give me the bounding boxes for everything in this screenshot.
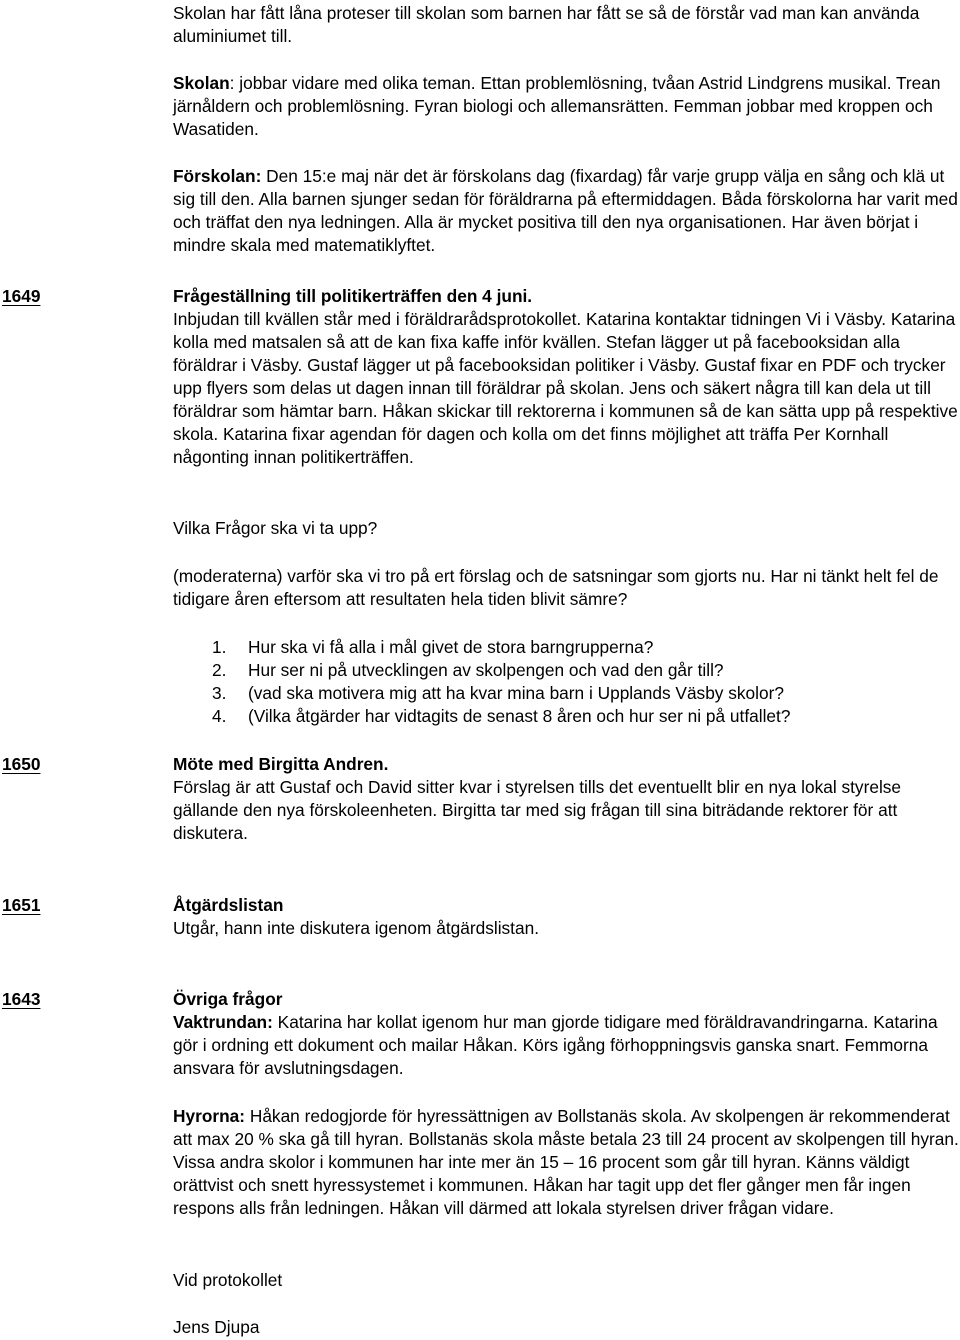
skolan-paragraph [173, 72, 953, 141]
item-number: 1649 [2, 286, 41, 306]
hyrorna-block [173, 1105, 959, 1220]
vaktrundan-paragraph [173, 1011, 943, 1080]
forskolan-text: Den 15:e maj när det är förskolans dag (fixardag) får varje grupp välja en sång och klä ut sig till den. Alla barnen sjunger sedan för föräldrarna på eftermiddagen. Båda förskolorna har varit med och träffat den nya ledningen. Alla är mycket positiva till den nya organisationen. Har även börjat i mindre skala med matematiklyftet. [173, 166, 958, 255]
item-title: Möte med Birgitta Andren. [173, 754, 389, 774]
list-item [173, 682, 960, 705]
list-item-text: Hur ska vi få alla i mål givet de stora barngrupperna? [248, 637, 654, 657]
signature-label: Vid protokollet [173, 1270, 283, 1290]
signature-name-block [173, 1316, 960, 1339]
list-item-number: 4. [212, 706, 227, 726]
item-body: Utgår, hann inte diskutera igenom åtgärdslistan. [173, 918, 540, 938]
question-heading: Vilka Frågor ska vi ta upp? [173, 518, 378, 538]
list-item [173, 659, 960, 682]
hyrorna-paragraph [173, 1105, 959, 1220]
question-list [173, 636, 960, 728]
signature-name: Jens Djupa [173, 1317, 260, 1337]
forskolan-label: Förskolan: [173, 166, 262, 186]
question-heading-block [173, 517, 960, 540]
item-number: 1643 [2, 989, 41, 1009]
list-item-number: 2. [212, 660, 227, 680]
skolan-label: Skolan [173, 73, 230, 93]
moderaterna-block [173, 565, 941, 611]
item-body: Förslag är att Gustaf och David sitter kvar i styrelsen tills det eventuellt blir en nya lokal styrelse gällande den nya förskoleenheten. Birgitta tar med sig frågan till sina biträdande rektorer för att diskutera. [173, 777, 902, 843]
item-1643 [173, 988, 943, 1080]
intro-proteser [173, 2, 953, 48]
hyrorna-text: Håkan redogjorde för hyressättnigen av Bollstanäs skola. Av skolpengen är rekommenderat att max 20 % ska gå till hyran. Bollstanäs skola måste betala 23 till 24 procent av skolpengen till hyran. Vissa andra skolor i kommunen har inte mer än 15 – 16 procent som går till hyran. Känns väldigt orättvist och snett hyressystemet i kommunen. Håkan har tagit upp det fler gånger men får ingen respons alls från ledningen. Håkan vill därmed att lokala styrelsen driver frågan vidare. [173, 1106, 959, 1218]
hyrorna-label: Hyrorna: [173, 1106, 246, 1126]
item-body: Inbjudan till kvällen står med i föräldrarådsprotokollet. Katarina kontaktar tidningen Vi i Väsby. Katarina kolla med matsalen så att de kan fixa kaffe inför kvällen. Stefan lägger ut på facebooksidan alla föräldrar i Väsby. Gustaf lägger ut på facebooksidan politiker i Väsby. Gustaf fixar en PDF och trycker upp flyers som delas ut dagen innan till föräldrar på skolan. Jens och säkert några till kan dela ut till föräldrar som hämtar barn. Håkan skickar till rektorerna i kommunen så de kan sätta upp på respektive skola. Katarina fixar agendan för dagen och kolla om det finns möjlighet att träffa Per Kornhall någonting innan politikerträffen. [173, 309, 958, 467]
list-item [173, 705, 960, 728]
vaktrundan-text: Katarina har kollat igenom hur man gjorde tidigare med föräldravandringarna. Katarina gör i ordning ett dokument och mailar Håkan. Körs igång förhoppningsvis ganska snart. Femmorna ansvara för avslutningsdagen. [173, 1012, 938, 1078]
item-1649 [173, 285, 959, 469]
item-title: Åtgärdslistan [173, 895, 284, 915]
item-1650 [173, 753, 959, 845]
item-1651 [173, 894, 960, 940]
list-item-number: 3. [212, 683, 227, 703]
signature-label-block [173, 1269, 960, 1292]
moderaterna-paragraph: (moderaterna) varför ska vi tro på ert förslag och de satsningar som gjorts nu. Har ni tänkt helt fel de tidigare åren eftersom att resultaten hela tiden blivit sämre? [173, 566, 939, 609]
item-number: 1650 [2, 754, 41, 774]
item-title: Frågeställning till politikerträffen den 4 juni. [173, 286, 533, 306]
item-number: 1651 [2, 895, 41, 915]
list-item [173, 636, 960, 659]
forskolan-paragraph [173, 165, 959, 257]
intro-skolan [173, 72, 953, 141]
intro-paragraph: Skolan har fått låna proteser till skolan som barnen har fått se så de förstår vad man kan använda aluminiumet till. [173, 3, 920, 46]
list-item-text: Hur ser ni på utvecklingen av skolpengen och vad den går till? [248, 660, 724, 680]
item-title: Övriga frågor [173, 989, 283, 1009]
list-item-number: 1. [212, 637, 227, 657]
list-item-text: (vad ska motivera mig att ha kvar mina barn i Upplands Väsby skolor? [248, 683, 784, 703]
skolan-text: : jobbar vidare med olika teman. Ettan problemlösning, tvåan Astrid Lindgrens musikal. Trean järnåldern och problemlösning. Fyran biologi och allemansrätten. Femman jobbar med kroppen och Wasatiden. [173, 73, 941, 139]
vaktrundan-label: Vaktrundan: [173, 1012, 273, 1032]
list-item-text: (Vilka åtgärder har vidtagits de senast 8 åren och hur ser ni på utfallet? [248, 706, 791, 726]
intro-forskolan [173, 165, 959, 257]
